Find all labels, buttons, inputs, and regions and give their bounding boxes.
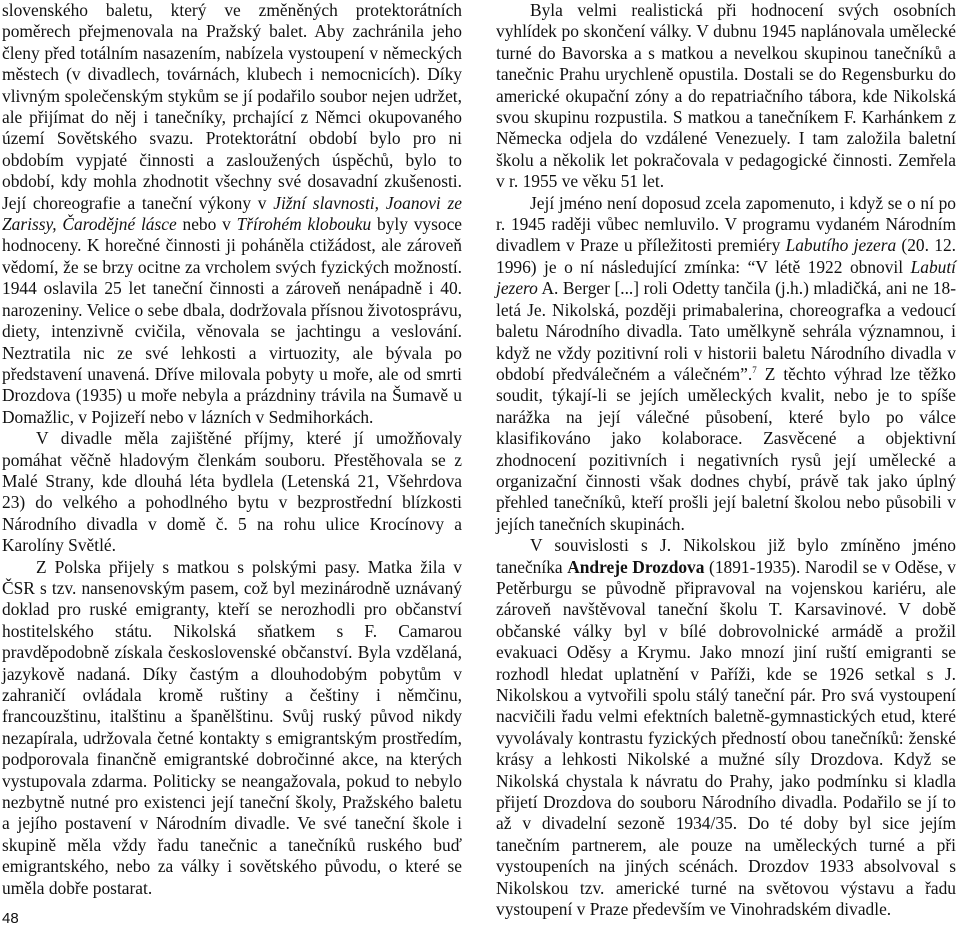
paragraph: V divadle měla zajištěné příjmy, které jí umožňovaly pomáhat věčně hladovým členkám souboru. Přestěhovala se z Malé Strany, kde dlouhá léta bydlela (Letenská 21, Všehrdova 23) do velkého a pohodlného bytu v bezprostřední blízkosti Národního divadla v domě č. 5 na rohu ulice Krocínovy a Karolíny Světlé. [2, 428, 462, 556]
text-run: A. Berger [...] roli Odetty tančila (j.h.) mladičká, ani ne 18-letá Je. Nikolská, později primabalerina, choreografka a vedoucí baletu Národního divadla. Tato umělkyně sehrála významnou, i když ne vždy pozitivní roli v historii baletu Národního divadla v období předválečném a válečném”. [496, 278, 956, 384]
italic-title: Labutí jezero [496, 256, 956, 299]
italic-title: Jižní slavnosti, Joanovi ze Zarissy, Čarodějné lásce [2, 192, 462, 235]
italic-title: Labutího jezera [785, 235, 897, 256]
paragraph [496, 193, 956, 536]
text-run: byly vysoce hodnoceny. K horečné činnosti ji poháněla ctižádost, ale zároveň vědomí, že se brzy ocitne za vrcholem svých fyzických možností. 1944 oslavila 25 let taneční činnosti a zároveň nenápadně i 40. narozeniny. Velice o sebe dbala, dodržovala přísnou životosprávu, diety, intenzivně cvičila, věnovala se jachtingu a veslování. Neztratila nic ze své lehkosti a virtuozity, ale bývala po představení unavená. Dříve milovala pobyty u moře, ale od smrti Drozdova (1935) u moře nebyla a prázdniny trávila na Šumavě u Domažlic, v Pojizeří nebo v lázních v Sedmihorkách. [2, 214, 463, 427]
paragraph [2, 0, 462, 428]
text-run: slovenského baletu, který ve změněných protektorátních poměrech přejmenovala na Pražský balet. Aby zachránila jeho členy před totálním nasazením, nabízela vystoupení v německých městech (v divadlech, továrnách, klubech i nemocnicích). Díky vlivným společenským stykům se jí podařilo soubor nejen udržet, ale přijímat do něj i tanečníky, prchající z Němci okupovaného území Sovětského svazu. Protektorátní období bylo pro ni obdobím vypjaté činnosti a zasloužených úspěchů, bylo to období, kdy mohla zhodnotit všechny své dosavadní zkušenosti. Její choreografie a taneční výkony v [2, 0, 462, 213]
italic-title: Třírohém klobouku [236, 214, 372, 235]
text-run: (1891-1935). Narodil se v Oděse, v Petěrburgu se původně připravoval na vojenskou kariéru, ale zároveň navštěvoval taneční školu T. Karsavinové. V době občanské války byl v bílé dobrovolnické armádě a prožil evakuaci Oděsy a Krymu. Jako mnozí jiní ruští emigranti se rozhodl hledat uplatnění v Paříži, kde se 1926 setkal s J. Nikolskou a vytvořili spolu stálý taneční pár. Pro svá vystoupení nacvičili řadu velmi efektních baletně-gymnastických etud, které vyvolávaly kontrastu fyzických předností obou tanečníků: ženské krásy a lehkosti Nikolské a mužné síly Drozdova. Když se Nikolská chystala k návratu do Prahy, jako podmínku si kladla přijetí Drozdova do souboru Národního divadla. Podařilo se jí to až v divadelní sezoně 1934/35. Do té doby byl sice jejím tanečním partnerem, ale pouze na uměleckých turné a při vystoupeních na jiných scénách. Drozdov 1933 absolvoval s Nikolskou tzv. americké turné na světovou výstavu a řadu vystoupení v Praze především ve Vinohradském divadle. [496, 556, 956, 920]
footnote-ref: 7 [752, 365, 757, 376]
text-run: Z těchto výhrad lze těžko soudit, týkají-li se jejích uměleckých kvalit, nebo je to spíše narážka na její válečné působení, které bylo po válce klasifikováno jako kolaborace. Zasvěcené a objektivní zhodnocení pozitivních i negativních rysů její umělecké a organizační činnosti však dodnes chybí, právě tak jako úplný přehled tanečníků, kteří prošli její baletní školou nebo působili v jejích tanečních skupinách. [496, 363, 956, 534]
paragraph [496, 535, 956, 920]
left-column [2, 0, 462, 899]
text-run: Její jméno není doposud zcela zapomenuto, i když se o ní po r. 1945 raději vůbec nemluvilo. V programu vydaném Národním divadlem v Praze u příležitosti premiéry [496, 192, 956, 256]
paragraph: Z Polska přijely s matkou s polskými pasy. Matka žila v ČSR s tzv. nansenovským pasem, což byl mezinárodně uznávaný doklad pro ruské emigranty, kteří se nerozhodli pro občanství hostitelského státu. Nikolská sňatkem s F. Camarou pravděpodobně získala československé občanství. Byla vzdělaná, jazykově nadaná. Díky častým a dlouhodobým pobytům v zahraničí ovládala kromě ruštiny a češtiny i němčinu, francouzštinu, italštinu a španělštinu. Svůj ruský původ nikdy nezapírala, udržovala četné kontakty s emigrantským prostředím, podporovala finančně emigrantské dobročinné akce, na kterých vystupovala zdarma. Politicky se neangažovala, pokud to nebylo nezbytně nutné pro existenci její taneční školy, Pražského baletu a jejího postavení v Národním divadle. Ve své taneční škole i skupině měla vždy řadu tanečnic a tanečníků ruského buď emigrantského, nebo za války i sovětského původu, o které se uměla dobře postarat. [2, 556, 462, 898]
right-column [496, 0, 956, 920]
text-run: (20. 12. 1996) je o ní následující zmínka: “V létě 1922 obnovil [496, 235, 956, 277]
page-number: 48 [2, 910, 19, 927]
paragraph: Byla velmi realistická při hodnocení svých osobních vyhlídek po skončení války. V dubnu 1945 naplánovala umělecké turné do Bavorska a s matkou a nevelkou skupinou tanečníků a tanečnic Prahu urychleně opustila. Dostali se do Regensburku do americké okupační zóny a do repatriačního tábora, kde Nikolská svou skupinu rozpustila. S matkou a tanečníkem F. Karhánkem z Německa odjela do vzdálené Venezuely. I tam založila baletní školu a několik let pokračovala v pedagogické činnosti. Zemřela v r. 1955 ve věku 51 let. [496, 0, 956, 192]
text-run: V souvislosti s J. Nikolskou již bylo zmíněno jméno tanečníka [496, 535, 956, 577]
text-run: nebo v [176, 214, 237, 235]
bold-name: Andreje Drozdova [567, 556, 705, 577]
